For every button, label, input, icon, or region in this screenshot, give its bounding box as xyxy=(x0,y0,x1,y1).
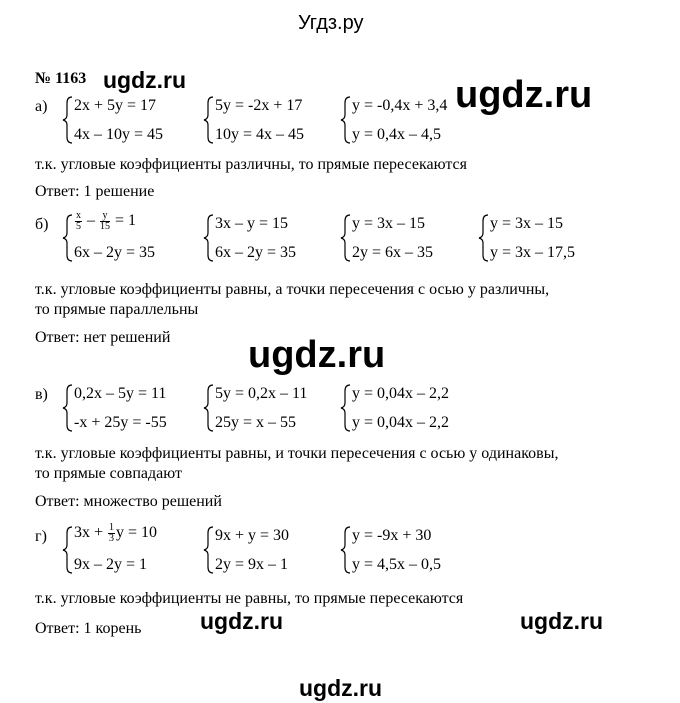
watermark: ugdz.ru xyxy=(520,608,604,634)
equation: 0,2x – 5y = 11 xyxy=(74,385,167,402)
part-label: а) xyxy=(35,98,48,115)
equation: $\frac{x}{5}$ – $\frac{y}{15}$ = 1 xyxy=(76,210,137,232)
answer: Ответ: 1 корень xyxy=(35,620,142,637)
brace-icon xyxy=(62,383,74,433)
brace-icon xyxy=(340,383,352,433)
site-title[interactable]: Угдз.ру xyxy=(298,12,364,34)
brace-icon xyxy=(203,383,215,433)
brace-icon xyxy=(203,95,215,145)
answer: Ответ: нет решений xyxy=(35,329,171,346)
explanation: т.к. угловые коэффициенты различны, то прямые пересекаются xyxy=(35,156,467,173)
part-label: г) xyxy=(35,528,47,545)
part-label: б) xyxy=(35,216,49,233)
explanation: то прямые совпадают xyxy=(35,465,182,482)
equation: 2x + 5y = 17 xyxy=(74,97,157,114)
equation: 2y = 6x – 35 xyxy=(352,244,434,261)
brace-icon xyxy=(340,95,352,145)
brace-icon xyxy=(340,213,352,263)
equation: 3x – y = 15 xyxy=(215,215,289,232)
equation: y = 0,4x – 4,5 xyxy=(352,126,442,143)
watermark: ugdz.ru xyxy=(200,608,284,634)
equation: 5y = -2x + 17 xyxy=(215,97,303,114)
brace-icon xyxy=(62,525,74,575)
explanation: т.к. угловые коэффициенты равны, и точки пересечения с осью у одинаковы, xyxy=(35,445,559,462)
equation: y = 0,04x – 2,2 xyxy=(352,414,450,431)
equation: 3x + $\frac{1}{3}$ y = 10 xyxy=(74,522,158,544)
explanation: то прямые параллельны xyxy=(35,301,199,318)
equation: 9x – 2y = 1 xyxy=(74,556,148,573)
brace-icon xyxy=(340,525,352,575)
equation: y = 3x – 17,5 xyxy=(490,244,576,261)
brace-icon xyxy=(62,213,74,263)
fraction: $\frac{y}{15}$ xyxy=(100,210,110,232)
answer: Ответ: 1 решение xyxy=(35,183,155,200)
equation: 5y = 0,2x – 11 xyxy=(215,385,308,402)
equation: 4x – 10y = 45 xyxy=(74,126,164,143)
equation: -x + 25y = -55 xyxy=(74,414,167,431)
equation: y = 3x – 15 xyxy=(490,215,564,232)
answer: Ответ: множество решений xyxy=(35,493,222,510)
equation: 2y = 9x – 1 xyxy=(215,556,289,573)
equation: 6x – 2y = 35 xyxy=(215,244,297,261)
equation: y = -0,4x + 3,4 xyxy=(352,97,448,114)
fraction: $\frac{1}{3}$ xyxy=(109,522,115,544)
fraction: $\frac{x}{5}$ xyxy=(76,210,81,232)
equation: y = 0,04x – 2,2 xyxy=(352,385,450,402)
equation: y = 4,5x – 0,5 xyxy=(352,556,442,573)
brace-icon xyxy=(203,525,215,575)
equation: y = -9x + 30 xyxy=(352,527,432,544)
equation: 25y = x – 55 xyxy=(215,414,297,431)
problem-number: № 1163 xyxy=(35,70,87,87)
brace-icon xyxy=(62,95,74,145)
equation: 6x – 2y = 35 xyxy=(74,244,156,261)
equation: y = 3x – 15 xyxy=(352,215,426,232)
watermark: ugdz.ru xyxy=(455,74,593,116)
equation: 10y = 4x – 45 xyxy=(215,126,305,143)
watermark: ugdz.ru xyxy=(103,67,187,93)
equation: 9x + y = 30 xyxy=(215,527,290,544)
brace-icon xyxy=(478,213,490,263)
watermark: ugdz.ru xyxy=(248,334,386,376)
explanation: т.к. угловые коэффициенты не равны, то прямые пересекаются xyxy=(35,590,464,607)
part-label: в) xyxy=(35,386,48,403)
explanation: т.к. угловые коэффициенты равны, а точки пересечения с осью у различны, xyxy=(35,281,550,298)
brace-icon xyxy=(203,213,215,263)
watermark: ugdz.ru xyxy=(299,675,383,701)
